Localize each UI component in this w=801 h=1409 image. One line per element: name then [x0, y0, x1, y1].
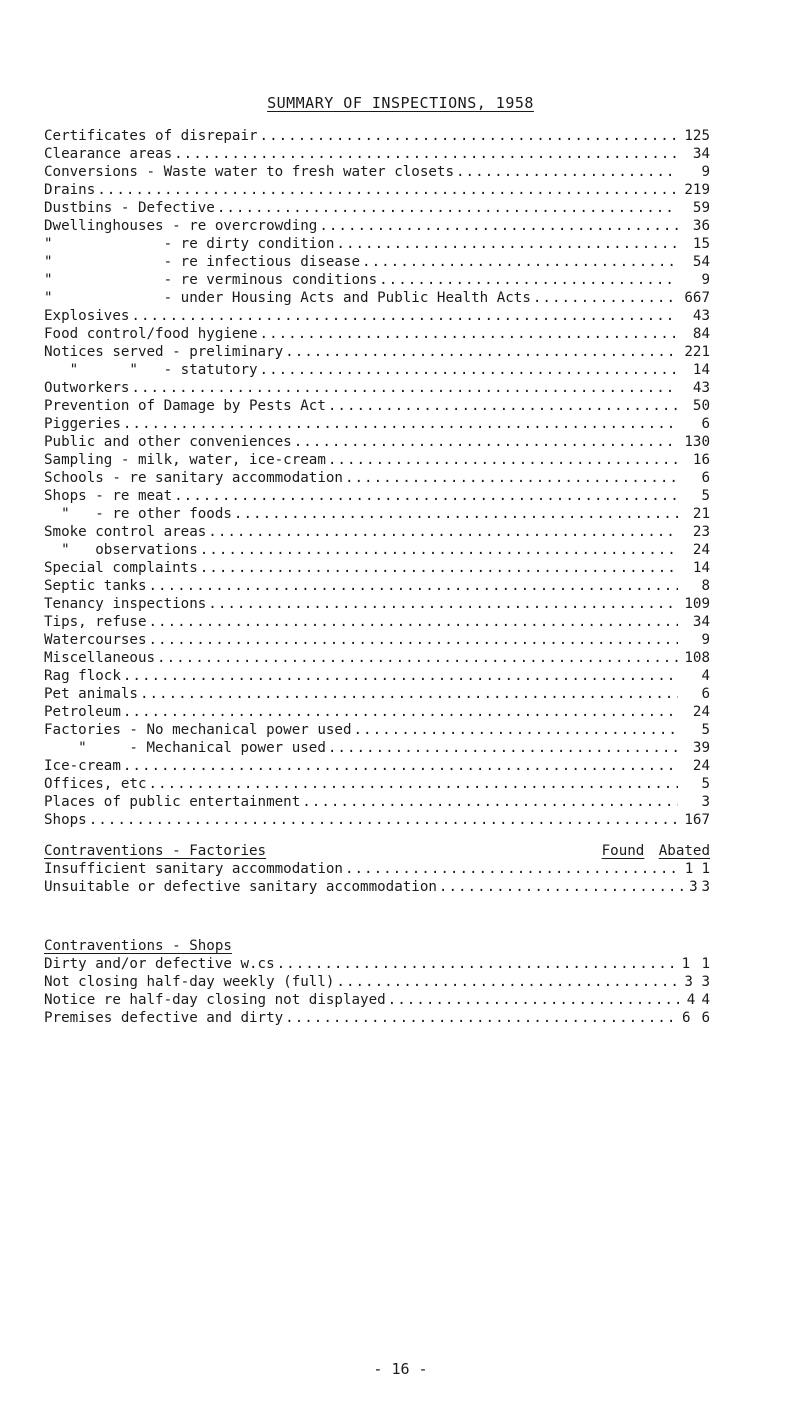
- inspection-count: 34: [692, 146, 710, 162]
- found-count: 1: [684, 861, 694, 877]
- inspection-label: " - under Housing Acts and Public Health Acts: [44, 290, 531, 306]
- inspection-row: [44, 685, 710, 703]
- inspection-row: [44, 577, 710, 595]
- dot-leader: [123, 757, 678, 775]
- inspection-count: 39: [692, 740, 710, 756]
- inspection-count: 219: [684, 182, 710, 198]
- dot-leader: [174, 145, 678, 163]
- inspection-label: Conversions - Waste water to fresh water closets: [44, 164, 454, 180]
- inspection-row: [44, 667, 710, 685]
- contravention-label: Premises defective and dirty: [44, 1010, 284, 1026]
- inspection-label: " - re other foods: [44, 506, 232, 522]
- inspection-row: [44, 163, 710, 181]
- inspection-count: 43: [692, 380, 710, 396]
- shops-contravention-row: [44, 973, 710, 991]
- inspection-count: 167: [684, 812, 710, 828]
- contravention-label: Dirty and/or defective w.cs: [44, 956, 275, 972]
- inspection-count: 14: [692, 362, 710, 378]
- inspection-row: [44, 703, 710, 721]
- inspection-row: [44, 721, 710, 739]
- found-column-header: Found: [601, 843, 645, 859]
- factories-contravention-row: [44, 860, 710, 878]
- dot-leader: [123, 703, 678, 721]
- inspection-row: [44, 469, 710, 487]
- factories-header-row: [44, 842, 710, 860]
- dot-leader: [123, 415, 678, 433]
- dot-leader: [200, 541, 678, 559]
- dot-leader: [336, 973, 681, 991]
- inspection-label: Prevention of Damage by Pests Act: [44, 398, 326, 414]
- inspection-count: 4: [701, 668, 710, 684]
- inspection-label: Pet animals: [44, 686, 138, 702]
- dot-leader: [336, 235, 678, 253]
- inspection-row: [44, 451, 710, 469]
- shops-contraventions: [44, 937, 710, 1027]
- dot-leader: [131, 379, 678, 397]
- shops-header-row: [44, 937, 710, 955]
- dot-leader: [328, 397, 678, 415]
- inspection-label: " - Mechanical power used: [44, 740, 326, 756]
- dot-leader: [379, 271, 678, 289]
- inspection-label: Septic tanks: [44, 578, 147, 594]
- dot-leader: [208, 595, 678, 613]
- shops-heading: Contraventions - Shops: [44, 938, 232, 954]
- inspection-count: 8: [701, 578, 710, 594]
- inspection-count: 125: [684, 128, 710, 144]
- inspection-row: [44, 307, 710, 325]
- inspection-label: " - re verminous conditions: [44, 272, 378, 288]
- shops-contravention-row: [44, 1009, 710, 1027]
- inspection-label: Drains: [44, 182, 96, 198]
- inspection-row: [44, 271, 710, 289]
- dot-leader: [131, 307, 678, 325]
- inspection-count: 5: [701, 722, 710, 738]
- inspection-row: [44, 487, 710, 505]
- inspection-label: Notices served - preliminary: [44, 344, 284, 360]
- inspection-count: 36: [692, 218, 710, 234]
- dot-leader: [217, 199, 678, 217]
- inspection-label: Food control/food hygiene: [44, 326, 258, 342]
- abated-count: 1: [701, 956, 710, 972]
- inspection-count: 109: [684, 596, 710, 612]
- dot-leader: [439, 878, 687, 896]
- inspection-label: Certificates of disrepair: [44, 128, 258, 144]
- inspection-count: 16: [692, 452, 710, 468]
- dot-leader: [149, 577, 679, 595]
- inspection-row: [44, 145, 710, 163]
- abated-count: 6: [701, 1010, 710, 1026]
- inspection-count: 15: [692, 236, 710, 252]
- dot-leader: [174, 487, 678, 505]
- factories-contravention-row: [44, 878, 710, 896]
- contravention-label: Notice re half-day closing not displayed: [44, 992, 386, 1008]
- inspection-row: [44, 235, 710, 253]
- inspection-label: Shops - re meat: [44, 488, 173, 504]
- inspection-count: 5: [701, 776, 710, 792]
- dot-leader: [328, 739, 678, 757]
- page-title: SUMMARY OF INSPECTIONS, 1958: [267, 94, 534, 112]
- dot-leader: [302, 793, 678, 811]
- inspection-label: Smoke control areas: [44, 524, 207, 540]
- found-count: 1: [681, 956, 691, 972]
- inspection-label: Schools - re sanitary accommodation: [44, 470, 343, 486]
- dot-leader: [456, 163, 678, 181]
- inspection-label: Dustbins - Defective: [44, 200, 215, 216]
- inspection-count: 6: [701, 416, 710, 432]
- inspection-count: 5: [701, 488, 710, 504]
- inspection-label: Outworkers: [44, 380, 130, 396]
- shops-contravention-row: [44, 955, 710, 973]
- dot-leader: [354, 721, 679, 739]
- inspection-count: 3: [701, 794, 710, 810]
- dot-leader: [345, 469, 678, 487]
- page-number: - 16 -: [373, 1360, 428, 1378]
- dot-leader: [277, 955, 677, 973]
- abated-count: 3: [701, 974, 710, 990]
- inspection-row: [44, 289, 710, 307]
- inspection-row: [44, 505, 710, 523]
- dot-leader: [234, 505, 678, 523]
- dot-leader: [97, 181, 678, 199]
- found-count: 3: [689, 879, 698, 895]
- inspection-row: [44, 739, 710, 757]
- inspection-label: " observations: [44, 542, 198, 558]
- inspection-label: Explosives: [44, 308, 130, 324]
- inspection-count: 23: [692, 524, 710, 540]
- inspection-row: [44, 649, 710, 667]
- inspection-label: Special complaints: [44, 560, 198, 576]
- dot-leader: [200, 559, 678, 577]
- found-count: 4: [686, 992, 696, 1008]
- inspection-count: 24: [692, 704, 710, 720]
- inspection-row: [44, 397, 710, 415]
- contravention-label: Insufficient sanitary accommodation: [44, 861, 343, 877]
- abated-column-header: Abated: [658, 843, 710, 859]
- inspection-count: 84: [692, 326, 710, 342]
- inspection-row: [44, 775, 710, 793]
- dot-leader: [208, 523, 678, 541]
- dot-leader: [319, 217, 678, 235]
- inspection-count: 14: [692, 560, 710, 576]
- inspection-label: Miscellaneous: [44, 650, 156, 666]
- found-count: 3: [684, 974, 693, 990]
- inspection-row: [44, 199, 710, 217]
- dot-leader: [140, 685, 678, 703]
- inspection-row: [44, 811, 710, 829]
- inspection-label: Shops: [44, 812, 87, 828]
- dot-leader: [533, 289, 678, 307]
- inspection-row: [44, 217, 710, 235]
- inspection-count: 9: [701, 632, 710, 648]
- dot-leader: [388, 991, 685, 1009]
- inspection-label: Clearance areas: [44, 146, 173, 162]
- inspection-label: Dwellinghouses - re overcrowding: [44, 218, 318, 234]
- inspection-row: [44, 559, 710, 577]
- inspection-label: Rag flock: [44, 668, 121, 684]
- dot-leader: [149, 631, 679, 649]
- inspection-count: 9: [701, 164, 710, 180]
- dot-leader: [157, 649, 678, 667]
- dot-leader: [149, 613, 679, 631]
- inspection-row: [44, 253, 710, 271]
- contravention-label: Not closing half-day weekly (full): [44, 974, 335, 990]
- dot-leader: [260, 361, 678, 379]
- dot-leader: [260, 325, 678, 343]
- inspection-row: [44, 379, 710, 397]
- inspection-count: 667: [684, 290, 710, 306]
- inspection-row: [44, 793, 710, 811]
- inspection-label: " " - statutory: [44, 362, 258, 378]
- inspection-list: [44, 127, 710, 829]
- inspection-label: Factories - No mechanical power used: [44, 722, 352, 738]
- inspection-label: Ice-cream: [44, 758, 121, 774]
- inspection-row: [44, 433, 710, 451]
- inspection-label: Petroleum: [44, 704, 121, 720]
- inspection-count: 221: [684, 344, 710, 360]
- inspection-row: [44, 361, 710, 379]
- dot-leader: [285, 343, 678, 361]
- inspection-label: Sampling - milk, water, ice-cream: [44, 452, 326, 468]
- inspection-label: Watercourses: [44, 632, 147, 648]
- inspection-count: 50: [692, 398, 710, 414]
- dot-leader: [328, 451, 678, 469]
- inspection-count: 59: [692, 200, 710, 216]
- inspection-row: [44, 595, 710, 613]
- inspection-count: 54: [692, 254, 710, 270]
- inspection-row: [44, 343, 710, 361]
- inspection-count: 24: [692, 542, 710, 558]
- inspection-label: " - re infectious disease: [44, 254, 361, 270]
- inspection-label: Public and other conveniences: [44, 434, 292, 450]
- factories-heading: Contraventions - Factories: [44, 843, 267, 859]
- inspection-row: [44, 415, 710, 433]
- found-count: 6: [681, 1010, 691, 1026]
- dot-leader: [149, 775, 679, 793]
- inspection-label: Tenancy inspections: [44, 596, 207, 612]
- inspection-row: [44, 541, 710, 559]
- inspection-count: 24: [692, 758, 710, 774]
- abated-count: 4: [701, 992, 710, 1008]
- dot-leader: [294, 433, 678, 451]
- inspection-label: Tips, refuse: [44, 614, 147, 630]
- dot-leader: [285, 1009, 678, 1027]
- inspection-row: [44, 523, 710, 541]
- contravention-label: Unsuitable or defective sanitary accommodation: [44, 879, 437, 895]
- inspection-count: 6: [701, 686, 710, 702]
- inspection-count: 43: [692, 308, 710, 324]
- dot-leader: [123, 667, 678, 685]
- dot-leader: [260, 127, 678, 145]
- shops-contravention-row: [44, 991, 710, 1009]
- inspection-label: Offices, etc: [44, 776, 147, 792]
- inspection-count: 9: [701, 272, 710, 288]
- inspection-row: [44, 181, 710, 199]
- inspection-label: Places of public entertainment: [44, 794, 301, 810]
- abated-count: 1: [701, 861, 710, 877]
- inspection-count: 34: [692, 614, 710, 630]
- inspection-row: [44, 127, 710, 145]
- inspection-row: [44, 631, 710, 649]
- dot-leader: [345, 860, 682, 878]
- inspection-row: [44, 325, 710, 343]
- inspection-count: 130: [684, 434, 710, 450]
- dot-leader: [89, 811, 678, 829]
- inspection-label: " - re dirty condition: [44, 236, 335, 252]
- inspection-count: 6: [701, 470, 710, 486]
- inspection-count: 108: [684, 650, 710, 666]
- abated-count: 3: [701, 879, 710, 895]
- factories-contraventions: [44, 842, 710, 896]
- dot-leader: [362, 253, 678, 271]
- inspection-row: [44, 757, 710, 775]
- inspection-count: 21: [692, 506, 710, 522]
- inspection-row: [44, 613, 710, 631]
- inspection-label: Piggeries: [44, 416, 121, 432]
